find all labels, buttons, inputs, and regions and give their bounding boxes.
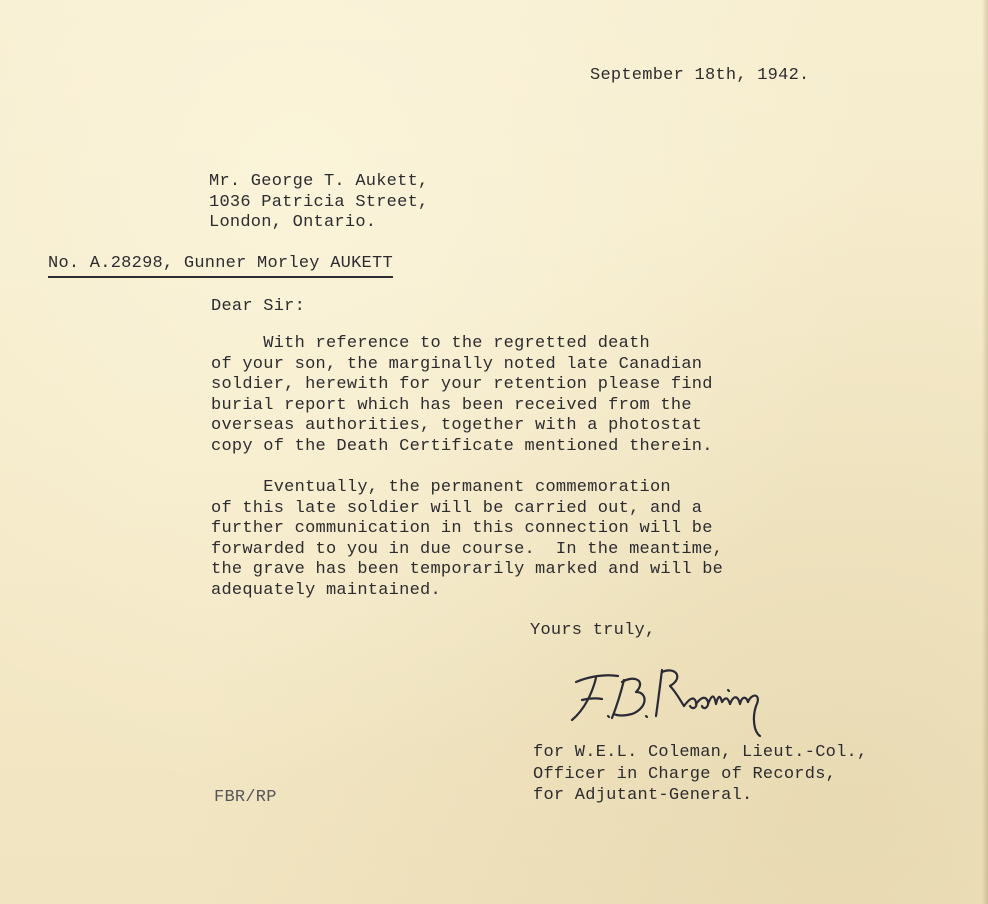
recipient-street: 1036 Patricia Street, bbox=[209, 193, 429, 212]
signature-line-2: Officer in Charge of Records, bbox=[533, 765, 837, 784]
page-edge-shadow bbox=[982, 0, 988, 904]
recipient-name: Mr. George T. Aukett, bbox=[209, 172, 429, 191]
typist-initials: FBR/RP bbox=[214, 788, 277, 807]
paragraph-2 bbox=[211, 478, 723, 601]
signature-line-1: for W.E.L. Coleman, Lieut.-Col., bbox=[533, 743, 868, 762]
handwritten-signature bbox=[562, 656, 792, 740]
paragraph-line: further communication in this connection will be bbox=[211, 519, 713, 538]
paragraph-line: adequately maintained. bbox=[211, 580, 441, 600]
paragraph-line: burial report which has been received from the bbox=[211, 395, 692, 415]
paragraph-line: the grave has been temporarily marked and will be bbox=[211, 560, 724, 579]
salutation: Dear Sir: bbox=[211, 297, 306, 316]
reference-line: No. A.28298, Gunner Morley AUKETT bbox=[48, 254, 393, 278]
closing: Yours truly, bbox=[530, 621, 656, 640]
paragraph-line: copy of the Death Certificate mentioned therein. bbox=[211, 436, 713, 456]
paragraph-line: forwarded to you in due course. In the meantime, bbox=[211, 539, 724, 559]
signature-line-3: for Adjutant-General. bbox=[533, 786, 753, 805]
paragraph-1 bbox=[211, 334, 713, 457]
paragraph-line: of your son, the marginally noted late Canadian bbox=[211, 354, 703, 374]
paragraph-line: overseas authorities, together with a photostat bbox=[211, 416, 703, 435]
recipient-city: London, Ontario. bbox=[209, 213, 377, 232]
paragraph-line: With reference to the regretted death bbox=[211, 334, 650, 353]
paragraph-line: Eventually, the permanent commemoration bbox=[211, 478, 671, 497]
paragraph-line: of this late soldier will be carried out, and a bbox=[211, 498, 703, 518]
paragraph-line: soldier, herewith for your retention please find bbox=[211, 375, 713, 394]
letter-date: September 18th, 1942. bbox=[590, 66, 810, 85]
